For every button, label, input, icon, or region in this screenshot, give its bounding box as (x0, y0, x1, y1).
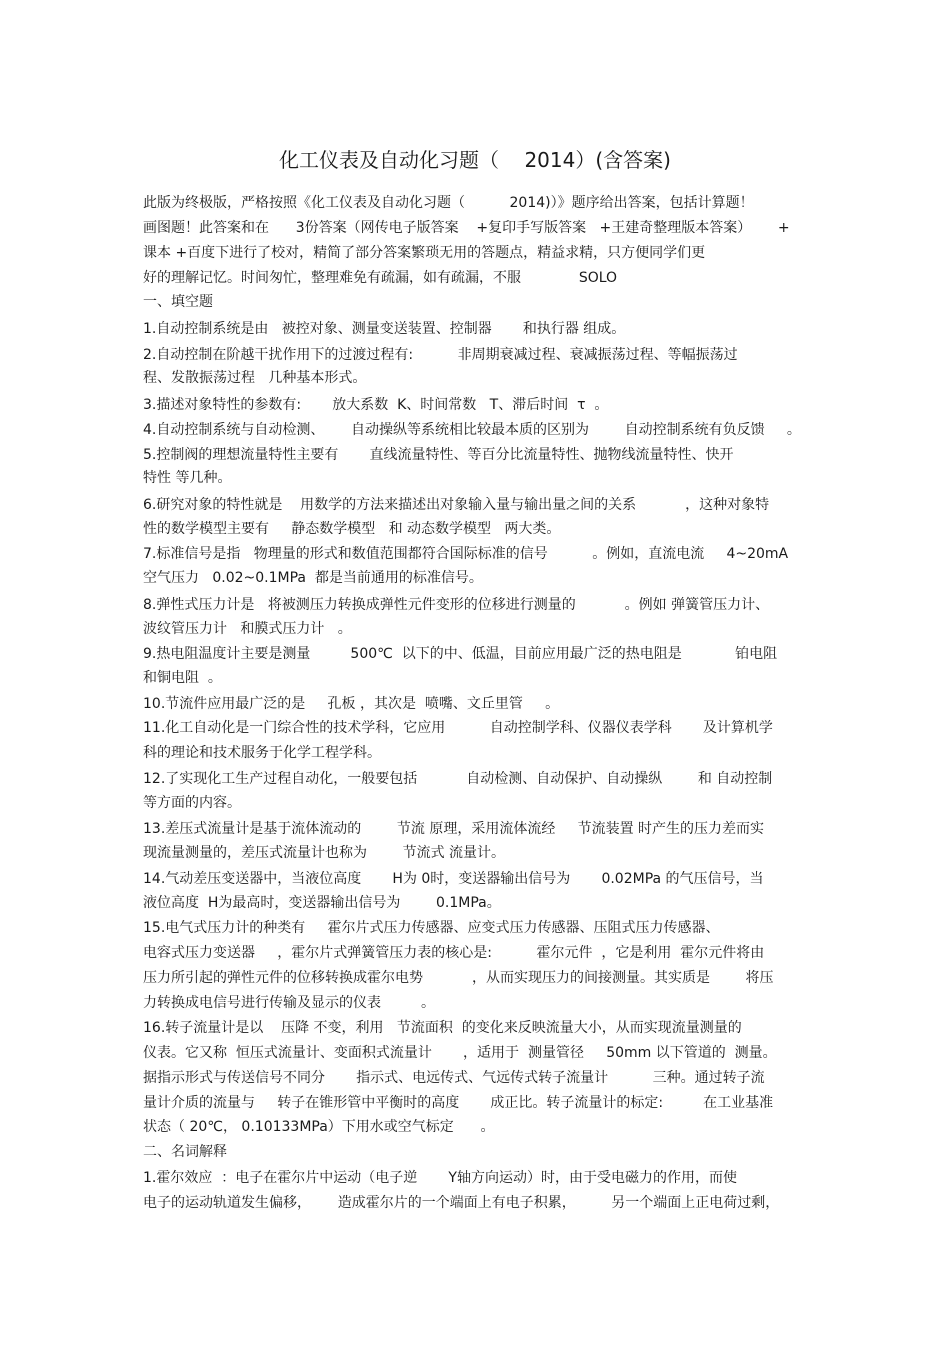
question-line: 和铜电阻 。 (143, 670, 222, 686)
question-line: 13.差压式流量计是基于流体流动的 节流 原理，采用流体流经 节流装置 时产生的压力差而实 (143, 821, 765, 837)
question-line: 量计介质的流量与 转子在锥形管中平衡时的高度 成正比。转子流量计的标定: 在工业基准 (143, 1095, 774, 1111)
section-heading-definitions: 二、名词解释 (143, 1144, 227, 1160)
question-line: 现流量测量的，差压式流量计也称为 节流式 流量计。 (143, 845, 506, 861)
intro-line: 画图题！此答案和在 3份答案（网传电子版答案 +复印手写版答案 +王建奇整理版本答案） + (143, 220, 790, 236)
question-line: 特性 等几种。 (143, 470, 232, 486)
intro-line: 好的理解记忆。时间匆忙，整理难免有疏漏，如有疏漏，不服 SOLO (143, 270, 618, 286)
intro-line: 此版为终极版，严格按照《化工仪表及自动化习题（ 2014)）》题序给出答案，包括计算题！ (143, 195, 754, 211)
question-line: 4.自动控制系统与自动检测、 自动操纵等系统相比较最本质的区别为 自动控制系统有负反馈 。 (143, 422, 801, 438)
question-line: 16.转子流量计是以 压降 不变，利用 节流面积 的变化来反映流量大小，从而实现流量测量的 (143, 1020, 742, 1036)
question-line: 14.气动差压变送器中，当液位高度 H为 0时，变送器输出信号为 0.02MPa 的气压信号，当 (143, 871, 764, 887)
question-line: 波纹管压力计 和膜式压力计 。 (143, 621, 352, 637)
question-line: 11.化工自动化是一门综合性的技术学科，它应用 自动控制学科、仪器仪表学科 及计算机学 (143, 720, 773, 736)
question-line: 8.弹性式压力计是 将被测压力转换成弹性元件变形的位移进行测量的 。例如 弹簧管压力计、 (143, 597, 770, 613)
question-line: 性的数学模型主要有 静态数学模型 和 动态数学模型 两大类。 (143, 521, 561, 537)
section-heading-fill-blank: 一、填空题 (143, 294, 213, 310)
question-line: 仪表。它又称 恒压式流量计、变面积式流量计 ，适用于 测量管径 50mm 以下管道的 测量。 (143, 1045, 777, 1061)
question-line: 程、发散振荡过程 几种基本形式。 (143, 370, 367, 386)
question-line: 液位高度 H为最高时，变送器输出信号为 0.1MPa。 (143, 895, 501, 911)
question-line: 1.自动控制系统是由 被控对象、测量变送装置、控制器 和执行器 组成。 (143, 321, 626, 337)
definition-line: 1.霍尔效应 ：电子在霍尔片中运动（电子逆 Y轴方向运动）时，由于受电磁力的作用，而使 (143, 1170, 737, 1186)
definition-line: 电子的运动轨道发生偏移， 造成霍尔片的一个端面上有电子积累， 另一个端面上正电荷过剩， (143, 1195, 780, 1211)
question-line: 压力所引起的弹性元件的位移转换成霍尔电势 ，从而实现压力的间接测量。其实质是 将压 (143, 970, 774, 986)
question-line: 力转换成电信号进行传输及显示的仪表 。 (143, 995, 436, 1011)
question-line: 15.电气式压力计的种类有 霍尔片式压力传感器、应变式压力传感器、压阻式压力传感器、 (143, 920, 720, 936)
question-line: 12.了实现化工生产过程自动化，一般要包括 自动检测、自动保护、自动操纵 和 自动控制 (143, 771, 773, 787)
question-line: 电容式压力变送器 ，霍尔片式弹簧管压力表的核心是: 霍尔元件 ，它是利用 霍尔元件将由 (143, 945, 765, 961)
question-line: 据指示形式与传送信号不同分 指示式、电远传式、气远传式转子流量计 三种。通过转子流 (143, 1070, 765, 1086)
question-line: 7.标准信号是指 物理量的形式和数值范围都符合国际标准的信号 。例如，直流电流 4~20mA (143, 546, 789, 562)
question-line: 5.控制阀的理想流量特性主要有 直线流量特性、等百分比流量特性、抛物线流量特性、快开 (143, 447, 734, 463)
question-line: 空气压力 0.02~0.1MPa 都是当前通用的标准信号。 (143, 570, 483, 586)
question-line: 6.研究对象的特性就是 用数学的方法来描述出对象输入量与输出量之间的关系 ，这种对象特 (143, 497, 770, 513)
question-line: 状态（ 20℃， 0.10133MPa）下用水或空气标定 。 (143, 1119, 495, 1135)
question-line: 2.自动控制在阶越干扰作用下的过渡过程有: 非周期衰减过程、衰减振荡过程、等幅振荡过 (143, 347, 738, 363)
question-line: 10.节流件应用最广泛的是 孔板 ，其次是 喷嘴、文丘里管 。 (143, 696, 560, 712)
question-line: 9.热电阻温度计主要是测量 500℃ 以下的中、低温，目前应用最广泛的热电阻是 铂电阻 (143, 646, 778, 662)
question-line: 等方面的内容。 (143, 795, 241, 811)
question-line: 科的理论和技术服务于化学工程学科。 (143, 745, 381, 761)
intro-line: 课本 +百度下进行了校对，精简了部分答案繁琐无用的答题点，精益求精，只方便同学们更 (143, 245, 706, 261)
document-title: 化工仪表及自动化习题（ 2014）(含答案) (279, 148, 671, 172)
question-line: 3.描述对象特性的参数有: 放大系数 K、时间常数 T、滞后时间 τ 。 (143, 397, 609, 413)
